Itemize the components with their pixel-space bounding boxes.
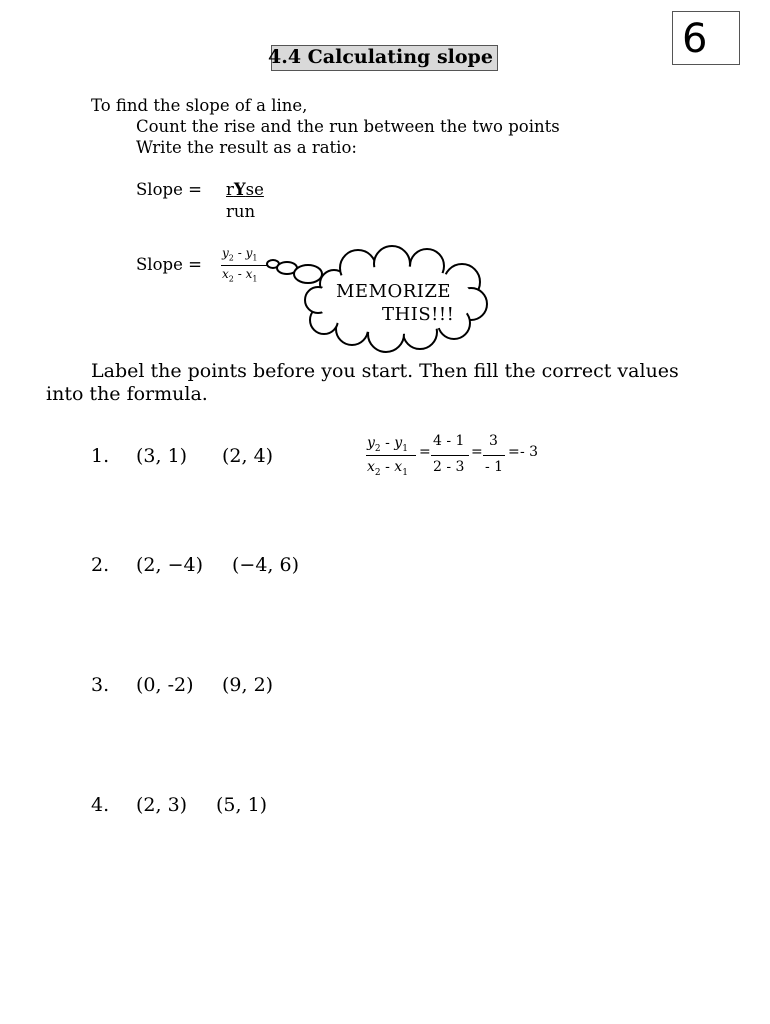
instructions-line-1: Label the points before you start. Then fill the correct values: [91, 360, 679, 382]
page-title: 4.4 Calculating slope: [268, 46, 493, 68]
problem-point-2: (2, 4): [222, 445, 274, 467]
example-formula-numerator: $y_2 - y_1$: [367, 435, 408, 454]
example-substituted-numerator: 4 - 1: [433, 433, 465, 449]
example-formula-denominator: $x_2 - x_1$: [367, 459, 408, 478]
slope-word-label: Slope =: [136, 180, 202, 199]
bubble-text-1: MEMORIZE: [336, 281, 452, 302]
slope-coord-denominator: $x_2 - x_1$: [222, 267, 258, 284]
problem-number: 3.: [91, 674, 110, 696]
slope-coord-numerator: $y_2 - y_1$: [222, 246, 258, 263]
problem-point-2: (5, 1): [216, 794, 268, 816]
problem-number: 2.: [91, 554, 110, 576]
intro-line-3: Write the result as a ratio:: [136, 138, 357, 157]
instructions-line-2: into the formula.: [46, 383, 208, 405]
example-formula-bar: [366, 455, 416, 456]
bubble-text-2: THIS!!!: [382, 304, 455, 325]
slope-coord-label: Slope =: [136, 255, 202, 274]
problem-point-1: (0, -2): [136, 674, 194, 696]
problem-point-1: (2, −4): [136, 554, 204, 576]
example-substituted-bar: [431, 455, 469, 456]
example-substituted-denominator: 2 - 3: [433, 459, 465, 475]
example-result: - 3: [520, 444, 539, 460]
slope-coord-fraction-bar: [221, 265, 267, 266]
example-equals-2: =: [471, 444, 483, 460]
intro-line-2: Count the rise and the run between the two points: [136, 117, 560, 136]
example-equals-3: =: [508, 444, 520, 460]
problem-number: 1.: [91, 445, 110, 467]
bubble-dot-large: [294, 265, 322, 283]
slope-word-denominator: run: [226, 202, 256, 221]
problem-point-1: (3, 1): [136, 445, 188, 467]
problem-number: 4.: [91, 794, 110, 816]
example-simplified-bar: [483, 455, 505, 456]
problem-point-2: (9, 2): [222, 674, 274, 696]
problem-point-2: (−4, 6): [232, 554, 300, 576]
page-number: 6: [672, 11, 740, 65]
example-equals-1: =: [419, 444, 431, 460]
example-simplified-numerator: 3: [489, 433, 498, 449]
problem-point-1: (2, 3): [136, 794, 188, 816]
example-simplified-denominator: - 1: [485, 459, 504, 475]
slope-word-numerator: rYse: [226, 180, 264, 199]
intro-line-1: To find the slope of a line,: [91, 96, 308, 115]
